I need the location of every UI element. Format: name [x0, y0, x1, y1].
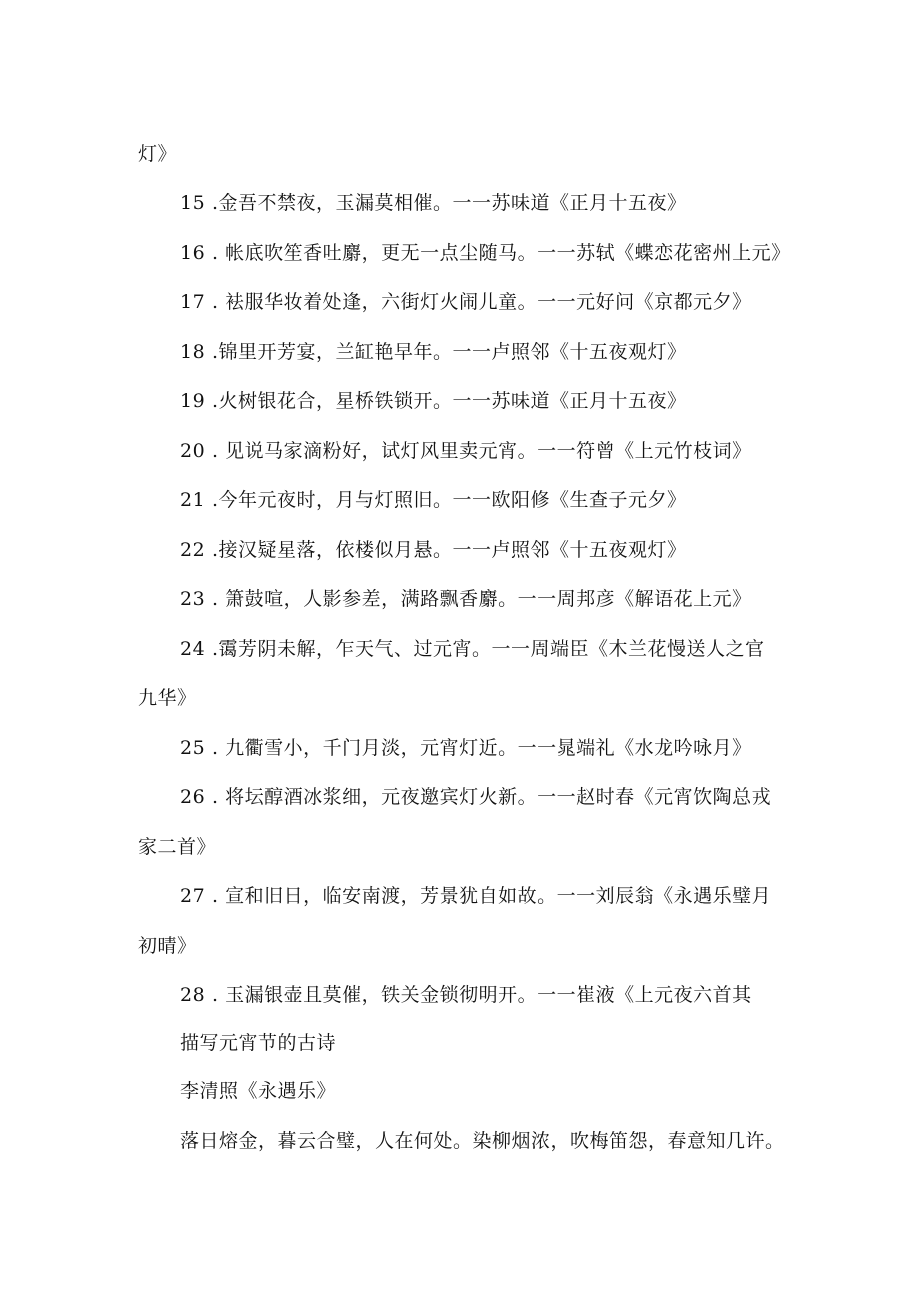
list-item-18 [180, 339, 687, 365]
list-item-28 [180, 982, 752, 1008]
item-text: .霭芳阴未解，乍天气、过元宵。一一周端臣《木兰花慢送人之官 [212, 638, 765, 660]
item-number: 20 [180, 440, 206, 462]
list-item-22 [180, 537, 687, 563]
text-line-continuation: 九华》 [138, 687, 197, 709]
list-item-24 [180, 636, 765, 662]
item-text: . 见说马家滴粉好，试灯风里卖元宵。一一符曾《上元竹枝词》 [212, 440, 752, 462]
text-line-continuation: 家二首》 [138, 836, 217, 858]
list-item-26 [180, 784, 771, 810]
section-heading: 描写元宵节的古诗 [180, 1032, 337, 1054]
item-text: .火树银花合，星桥铁锁开。一一苏味道《正月十五夜》 [212, 390, 687, 412]
item-number: 15 [180, 192, 206, 214]
item-text: . 玉漏银壶且莫催，铁关金锁彻明开。一一崔液《上元夜六首其 [212, 984, 752, 1006]
item-text: . 将坛醇酒冰浆细，元夜邀宾灯火新。一一赵时春《元宵饮陶总戎 [212, 786, 772, 808]
item-number: 28 [180, 984, 206, 1006]
item-number: 25 [180, 737, 206, 759]
item-text: . 宣和旧日，临安南渡，芳景犹自如故。一一刘辰翁《永遇乐璧月 [212, 885, 772, 907]
list-item-27 [180, 883, 771, 909]
item-number: 27 [180, 885, 206, 907]
item-number: 19 [180, 390, 206, 412]
item-number: 17 [180, 291, 206, 313]
poem-title: 李清照《永遇乐》 [180, 1080, 337, 1102]
text-line-continuation: 灯》 [138, 143, 178, 165]
list-item-20 [180, 438, 752, 464]
list-item-16 [180, 240, 791, 266]
item-number: 21 [180, 489, 206, 511]
item-text: . 九衢雪小，千门月淡，元宵灯近。一一晁端礼《水龙吟咏月》 [212, 737, 752, 759]
list-item-23 [180, 586, 752, 612]
item-number: 24 [180, 638, 206, 660]
item-number: 26 [180, 786, 206, 808]
item-text: . 袪服华妆着处逢，六街灯火闹儿童。一一元好问《京都元夕》 [212, 291, 752, 313]
text-line-continuation: 初晴》 [138, 935, 197, 957]
list-item-21 [180, 487, 687, 513]
poem-line: 落日熔金，暮云合璧，人在何处。染柳烟浓，吹梅笛怨，春意知几许。 [180, 1130, 785, 1152]
item-text: .接汉疑星落，依楼似月悬。一一卢照邻《十五夜观灯》 [212, 539, 687, 561]
item-text: .今年元夜时，月与灯照旧。一一欧阳修《生查子元夕》 [212, 489, 687, 511]
item-text: .金吾不禁夜，玉漏莫相催。一一苏味道《正月十五夜》 [212, 192, 687, 214]
item-text: . 箫鼓喧，人影参差，满路飘香麝。一一周邦彦《解语花上元》 [212, 588, 752, 610]
item-number: 18 [180, 341, 206, 363]
item-text: .锦里开芳宴，兰缸艳早年。一一卢照邻《十五夜观灯》 [212, 341, 687, 363]
list-item-17 [180, 289, 752, 315]
item-number: 22 [180, 539, 206, 561]
list-item-15 [180, 190, 687, 216]
item-number: 16 [180, 242, 206, 264]
item-text: . 帐底吹笙香吐麝，更无一点尘随马。一一苏轼《蝶恋花密州上元》 [212, 242, 791, 264]
list-item-19 [180, 388, 687, 414]
list-item-25 [180, 735, 752, 761]
item-number: 23 [180, 588, 206, 610]
